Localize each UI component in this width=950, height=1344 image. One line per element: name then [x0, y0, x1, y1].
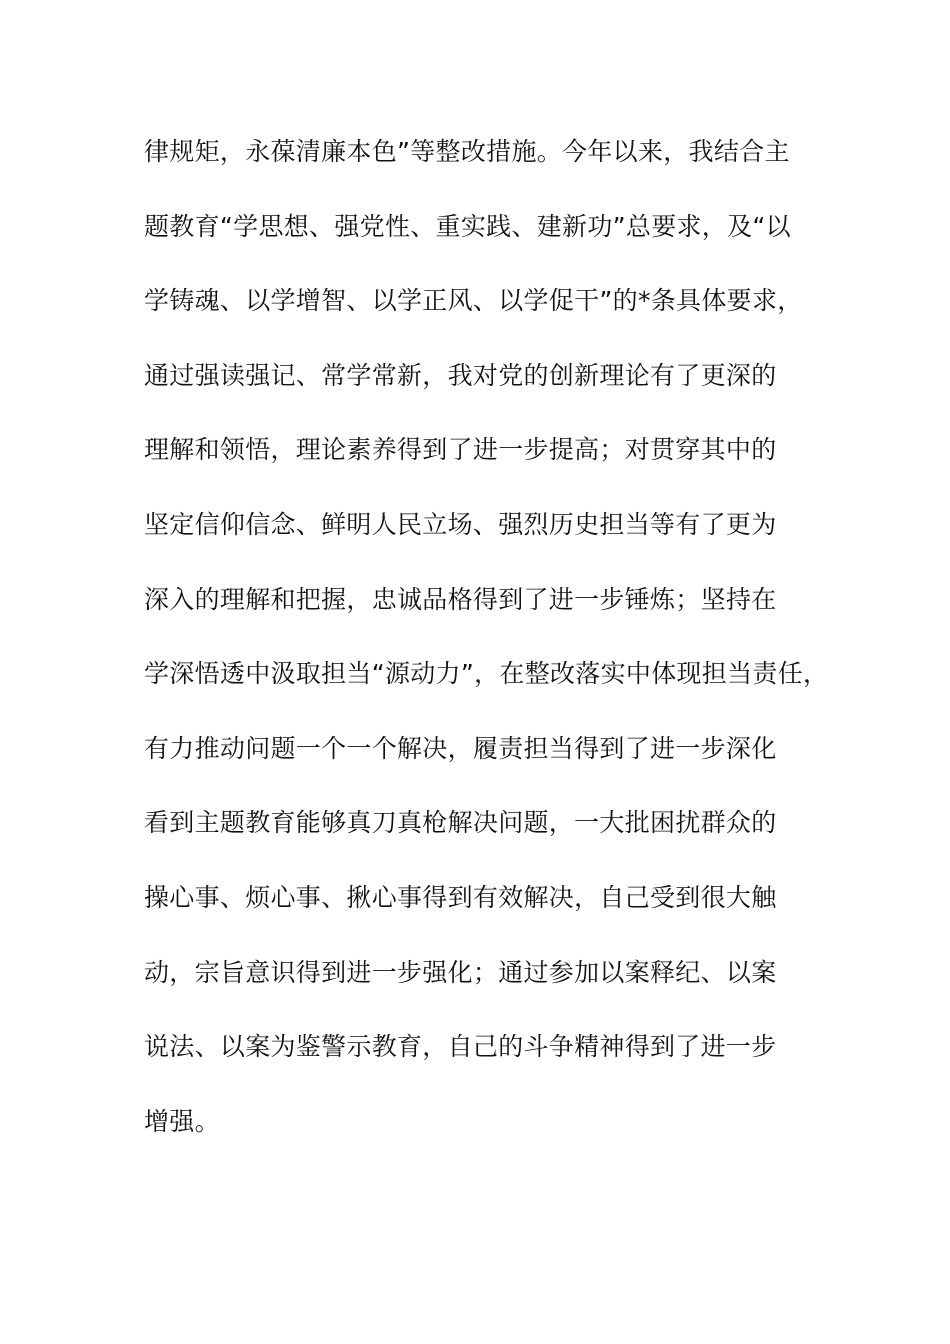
text-line: 学深悟透中汲取担当“源动力”，在整改落实中体现担当责任， — [144, 659, 829, 689]
text-line: 理解和领悟，理论素养得到了进一步提高；对贯穿其中的 — [144, 435, 777, 465]
text-line: 题教育“学思想、强党性、重实践、建新功”总要求，及“以 — [144, 211, 791, 241]
body-paragraph — [144, 126, 844, 1170]
text-line: 律规矩，永葆清廉本色”等整改措施。今年以来，我结合主 — [144, 137, 790, 166]
text-line: 增强。 — [144, 1106, 220, 1136]
text-line: 有力推动问题一个一个解决，履责担当得到了进一步深化 — [144, 733, 777, 763]
text-line: 操心事、烦心事、揪心事得到有效解决，自己受到很大触 — [144, 882, 777, 912]
text-line: 学铸魂、以学增智、以学正风、以学促干”的*条具体要求， — [144, 286, 803, 316]
text-line: 坚定信仰信念、鲜明人民立场、强烈历史担当等有了更为 — [144, 509, 777, 539]
text-line: 动，宗旨意识得到进一步强化；通过参加以案释纪、以案 — [144, 957, 777, 987]
text-line: 说法、以案为鉴警示教育，自己的斗争精神得到了进一步 — [144, 1032, 777, 1062]
text-line: 看到主题教育能够真刀真枪解决问题，一大批困扰群众的 — [144, 808, 777, 838]
text-line: 深入的理解和把握，忠诚品格得到了进一步锤炼；坚持在 — [144, 584, 777, 614]
text-line: 通过强读强记、常学常新，我对党的创新理论有了更深的 — [144, 360, 777, 390]
